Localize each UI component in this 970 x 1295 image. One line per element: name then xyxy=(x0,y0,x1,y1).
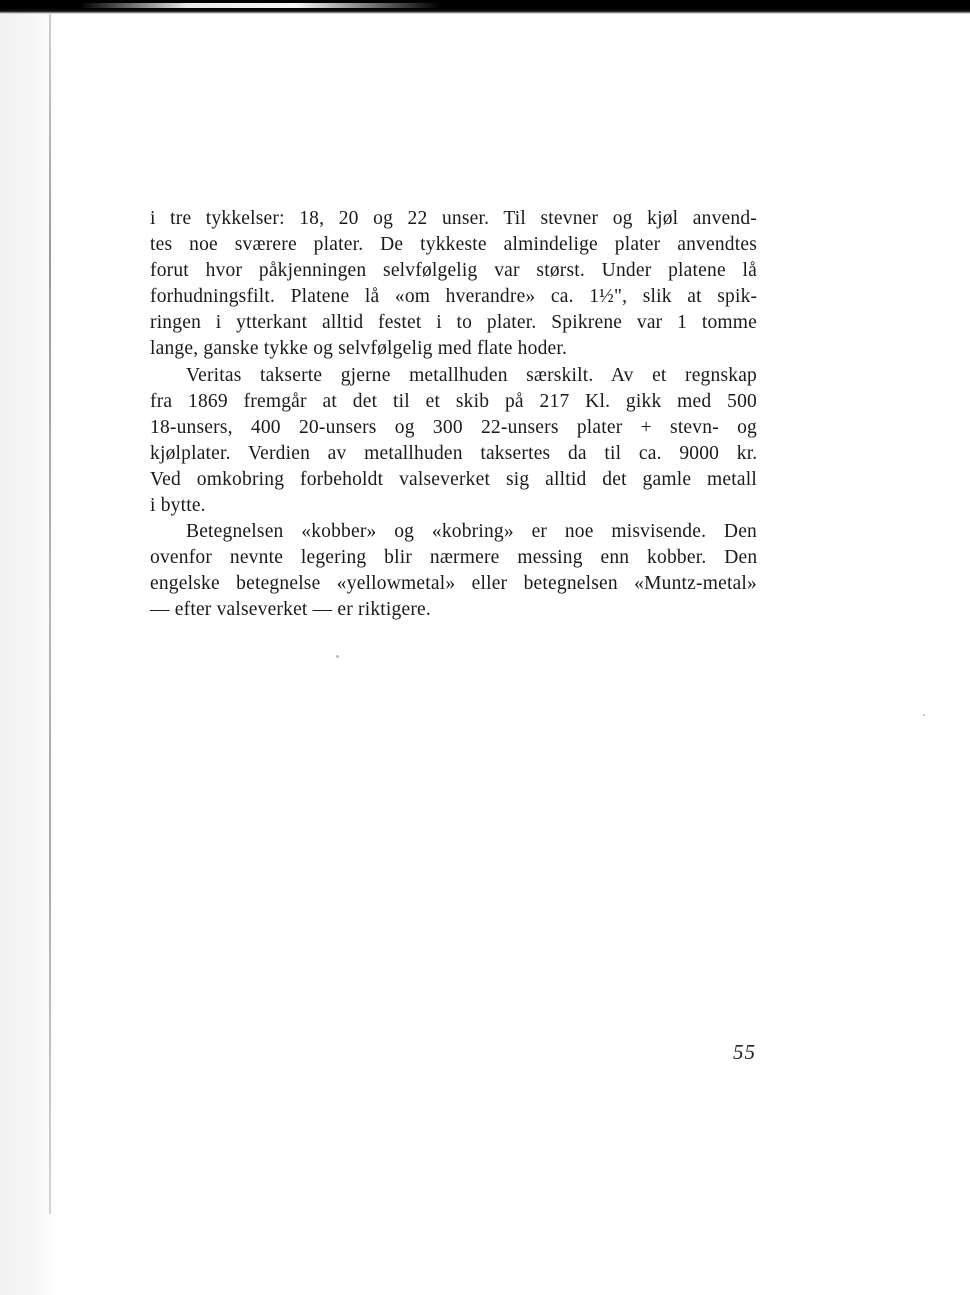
text-line: — efter valseverket — er riktigere. xyxy=(150,599,431,621)
text-line: kjølplater. Verdien av metallhuden taksertes da til ca. 9000 kr. xyxy=(150,442,758,464)
paragraph-3 xyxy=(150,519,757,623)
text-line: tes noe sværere plater. De tykkeste almindelige plater anvendtes xyxy=(150,234,757,256)
text-line: lange, ganske tykke og selvfølgelig med flate hoder. xyxy=(150,338,568,360)
text-line: forut hvor påkjenningen selvfølgelig var størst. Under platene lå xyxy=(150,260,757,282)
text-line: 18-unsers, 400 20-unsers og 300 22-unsers plater + stevn- og xyxy=(150,416,757,438)
scan-speck xyxy=(923,714,925,716)
page-number: 55 xyxy=(733,1040,756,1064)
body-text xyxy=(150,206,757,624)
text-line: ovenfor nevnte legering blir nærmere messing enn kobber. Den xyxy=(150,547,758,569)
scan-speck xyxy=(336,655,339,658)
scan-top-edge xyxy=(0,0,970,14)
text-line: i tre tykkelser: 18, 20 og 22 unser. Til stevner og kjøl anvend- xyxy=(150,208,757,229)
paragraph-2 xyxy=(150,363,757,520)
paragraph-1 xyxy=(150,206,757,363)
text-line: Ved omkobring forbeholdt valseverket sig alltid det gamle metall xyxy=(150,468,757,490)
text-line: forhudningsfilt. Platene lå «om hverandre» ca. 1½", slik at spik- xyxy=(150,286,758,308)
text-line: Betegnelsen «kobber» og «kobring» er noe misvisende. Den xyxy=(186,521,757,543)
book-spine-line xyxy=(49,14,51,1214)
book-gutter-shadow xyxy=(0,14,60,1295)
text-line: Veritas takserte gjerne metallhuden særskilt. Av et regnskap xyxy=(186,364,757,386)
text-line: engelske betegnelse «yellowmetal» eller betegnelsen «Muntz-metal» xyxy=(150,573,757,595)
text-line: i bytte. xyxy=(150,495,206,517)
text-line: fra 1869 fremgår at det til et skib på 217 Kl. gikk med 500 xyxy=(150,390,757,412)
text-line: ringen i ytterkant alltid festet i to plater. Spikrene var 1 tomme xyxy=(150,312,757,334)
